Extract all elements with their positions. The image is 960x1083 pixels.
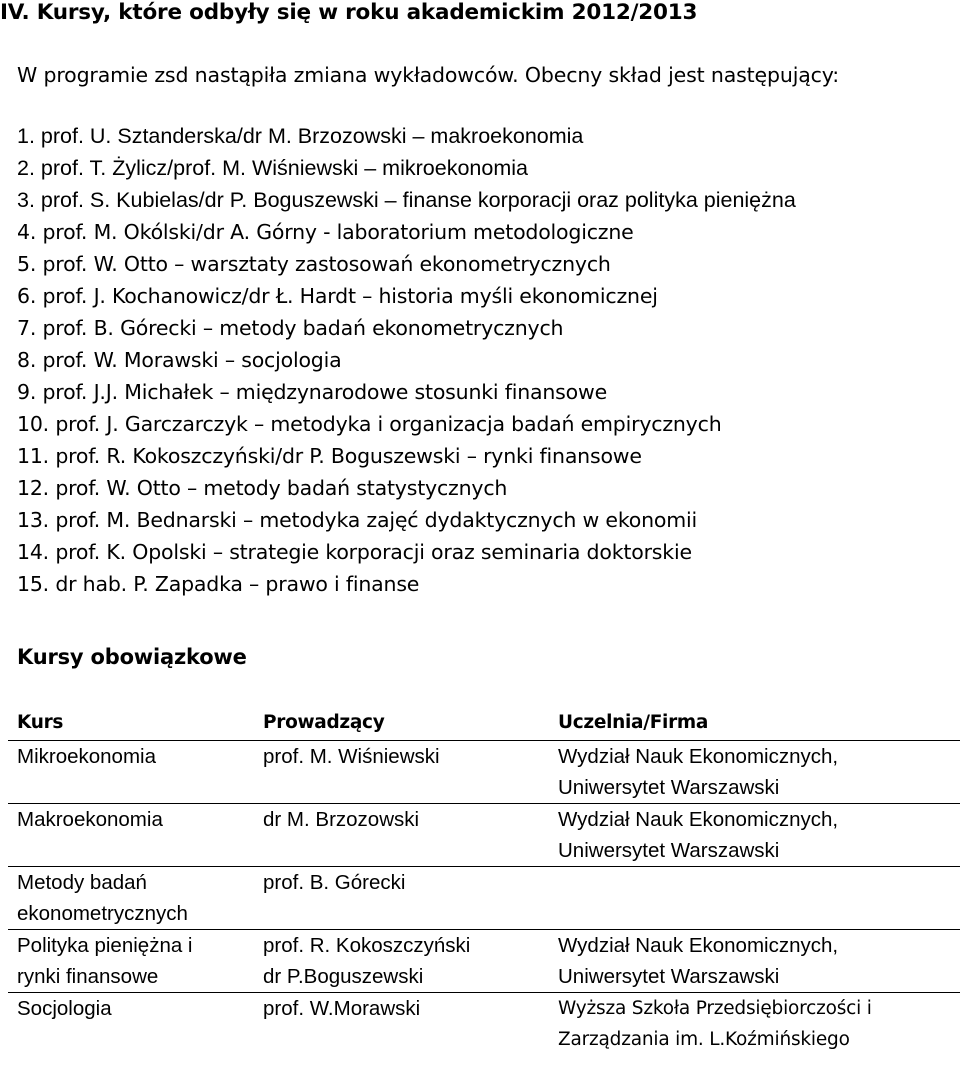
list-item: 6. prof. J. Kochanowicz/dr Ł. Hardt – historia myśli ekonomicznej xyxy=(17,284,658,308)
institution-line xyxy=(558,898,960,929)
mandatory-courses-table xyxy=(8,704,960,1055)
institution-line: Wydział Nauk Ekonomicznych, xyxy=(558,745,839,768)
course-cell xyxy=(8,867,254,930)
course-list xyxy=(17,120,796,600)
lecturer-name: dr M. Brzozowski xyxy=(263,808,420,831)
institution-line: Zarządzania im. L.Koźmińskiego xyxy=(558,1029,850,1050)
institution-line xyxy=(558,867,960,898)
column-header-institution: Uczelnia/Firma xyxy=(549,704,960,741)
list-item: 3. prof. S. Kubielas/dr P. Boguszewski – finanse korporacji oraz polityka pieniężna xyxy=(17,188,796,212)
course-name: Metody badań xyxy=(17,871,147,894)
lecturer-cell xyxy=(254,804,549,867)
list-item: 9. prof. J.J. Michałek – międzynarodowe stosunki finansowe xyxy=(17,380,607,404)
list-item: 14. prof. K. Opolski – strategie korporacji oraz seminaria doktorskie xyxy=(17,540,692,564)
table-row xyxy=(8,741,960,804)
institution-line: Uniwersytet Warszawski xyxy=(558,839,780,862)
table-row xyxy=(8,993,960,1056)
list-item: 10. prof. J. Garczarczyk – metodyka i organizacja badań empirycznych xyxy=(17,412,722,436)
course-cell xyxy=(8,741,254,804)
lecturer-name: prof. B. Górecki xyxy=(263,871,406,894)
course-name: ekonometrycznych xyxy=(17,902,188,925)
institution-line: Wydział Nauk Ekonomicznych, xyxy=(558,808,839,831)
lecturer-cell xyxy=(254,741,549,804)
course-name: Polityka pieniężna i xyxy=(17,934,193,957)
table-row xyxy=(8,867,960,930)
course-cell xyxy=(8,993,254,1056)
institution-line: Uniwersytet Warszawski xyxy=(558,965,780,988)
course-name: Makroekonomia xyxy=(17,808,163,831)
list-item: 7. prof. B. Górecki – metody badań ekonometrycznych xyxy=(17,316,564,340)
lecturer-name: dr P.Boguszewski xyxy=(263,965,424,988)
table-row xyxy=(8,804,960,867)
table-header-row xyxy=(8,704,960,741)
course-cell xyxy=(8,930,254,993)
institution-cell xyxy=(549,741,960,804)
list-item: 12. prof. W. Otto – metody badań statystycznych xyxy=(17,476,508,500)
course-name: rynki finansowe xyxy=(17,965,159,988)
institution-cell xyxy=(549,804,960,867)
list-item: 13. prof. M. Bednarski – metodyka zajęć dydaktycznych w ekonomii xyxy=(17,508,698,532)
list-item: 5. prof. W. Otto – warsztaty zastosowań ekonometrycznych xyxy=(17,252,611,276)
course-name: Socjologia xyxy=(17,997,112,1020)
institution-cell xyxy=(549,867,960,930)
institution-line: Wydział Nauk Ekonomicznych, xyxy=(558,934,839,957)
list-item: 1. prof. U. Sztanderska/dr M. Brzozowski – makroekonomia xyxy=(17,124,584,148)
lecturer-name: prof. W.Morawski xyxy=(263,997,421,1020)
list-item: 15. dr hab. P. Zapadka – prawo i finanse xyxy=(17,572,420,596)
list-item: 11. prof. R. Kokoszczyński/dr P. Boguszewski – rynki finansowe xyxy=(17,444,642,468)
lecturer-cell xyxy=(254,930,549,993)
list-item: 2. prof. T. Żylicz/prof. M. Wiśniewski – mikroekonomia xyxy=(17,156,528,180)
course-name: Mikroekonomia xyxy=(17,745,156,768)
institution-cell xyxy=(549,930,960,993)
column-header-lecturer: Prowadzący xyxy=(254,704,549,741)
list-item: 4. prof. M. Okólski/dr A. Górny - laboratorium metodologiczne xyxy=(17,220,634,244)
section-heading: IV. Kursy, które odbyły się w roku akademickim 2012/2013 xyxy=(0,0,698,25)
institution-line: Uniwersytet Warszawski xyxy=(558,776,780,799)
table-row xyxy=(8,930,960,993)
institution-line: Wyższa Szkoła Przedsiębiorczości i xyxy=(558,998,872,1019)
intro-paragraph: W programie zsd nastąpiła zmiana wykładowców. Obecny skład jest następujący: xyxy=(17,63,840,87)
column-header-course: Kurs xyxy=(8,704,254,741)
course-cell xyxy=(8,804,254,867)
lecturer-cell xyxy=(254,867,549,930)
list-item: 8. prof. W. Morawski – socjologia xyxy=(17,348,342,372)
lecturer-cell xyxy=(254,993,549,1056)
lecturer-name: prof. R. Kokoszczyński xyxy=(263,934,471,957)
institution-cell xyxy=(549,993,960,1056)
mandatory-courses-title: Kursy obowiązkowe xyxy=(17,645,247,669)
lecturer-name: prof. M. Wiśniewski xyxy=(263,745,440,768)
